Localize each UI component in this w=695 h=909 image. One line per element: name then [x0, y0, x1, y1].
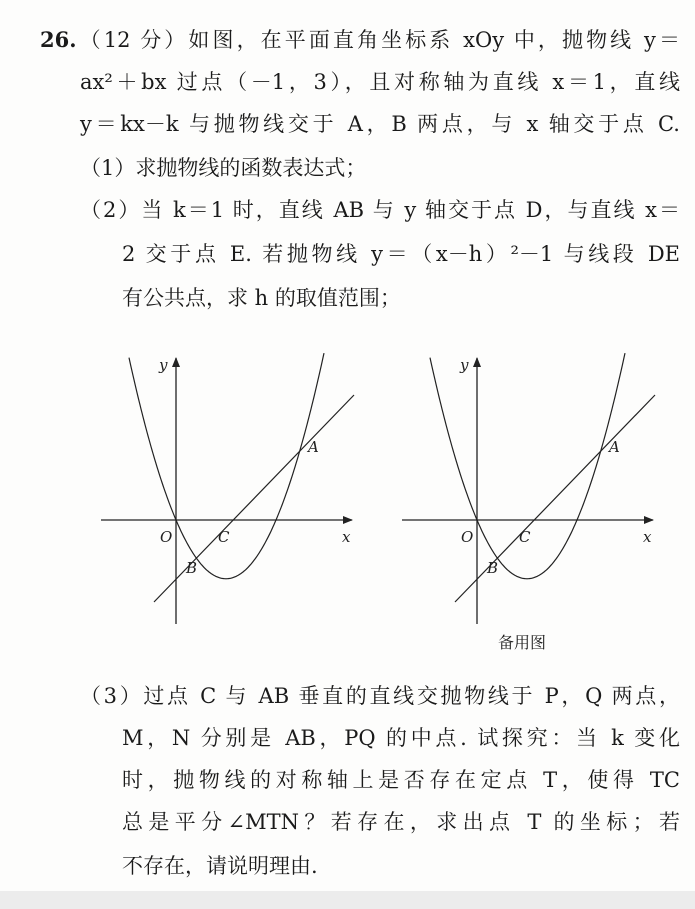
line-ab — [154, 395, 354, 602]
problem-line-2: ax²＋bx 过点（－1，3），且对称轴为直线 x＝1，直线 — [80, 70, 680, 94]
backup-figure-caption: 备用图 — [498, 633, 547, 652]
label-o: O — [160, 528, 173, 546]
question-2-line-3: 有公共点，求 h 的取值范围； — [122, 286, 401, 310]
main-figure — [101, 353, 354, 624]
problem-line-3: y＝kx－k 与抛物线交于 A，B 两点，与 x 轴交于点 C. — [80, 112, 680, 136]
label-b: B — [487, 559, 499, 577]
question-2-line-1: （2）当 k＝1 时，直线 AB 与 y 轴交于点 D，与直线 x＝ — [80, 198, 680, 222]
label-o: O — [461, 528, 474, 546]
question-3-line-2: M，N 分别是 AB，PQ 的中点. 试探究：当 k 变化 — [122, 726, 680, 750]
label-y: y — [159, 356, 168, 374]
label-c: C — [218, 528, 230, 546]
label-x: x — [342, 528, 351, 546]
label-a: A — [609, 438, 620, 456]
question-3-line-5: 不存在，请说明理由. — [122, 854, 318, 878]
label-y: y — [460, 356, 469, 374]
question-1: （1）求抛物线的函数表达式； — [80, 156, 367, 180]
label-x: x — [643, 528, 652, 546]
label-b: B — [186, 559, 198, 577]
question-3-line-4: 总是平分∠MTN？若存在，求出点 T 的坐标；若 — [122, 810, 680, 834]
problem-number: 26. — [40, 27, 77, 52]
backup-figure — [402, 353, 655, 624]
line-text: （12 分）如图，在平面直角坐标系 xOy 中，抛物线 y＝ — [76, 28, 680, 52]
question-3-line-3: 时，抛物线的对称轴上是否存在定点 T，使得 TC — [122, 768, 680, 792]
page-bottom-edge — [0, 891, 695, 909]
question-3-line-1: （3）过点 C 与 AB 垂直的直线交抛物线于 P，Q 两点， — [80, 684, 680, 708]
line-ab — [455, 395, 655, 602]
label-c: C — [519, 528, 531, 546]
label-a: A — [308, 438, 319, 456]
question-2-line-2: 2 交于点 E. 若抛物线 y＝（x－h）²－1 与线段 DE — [122, 242, 680, 266]
